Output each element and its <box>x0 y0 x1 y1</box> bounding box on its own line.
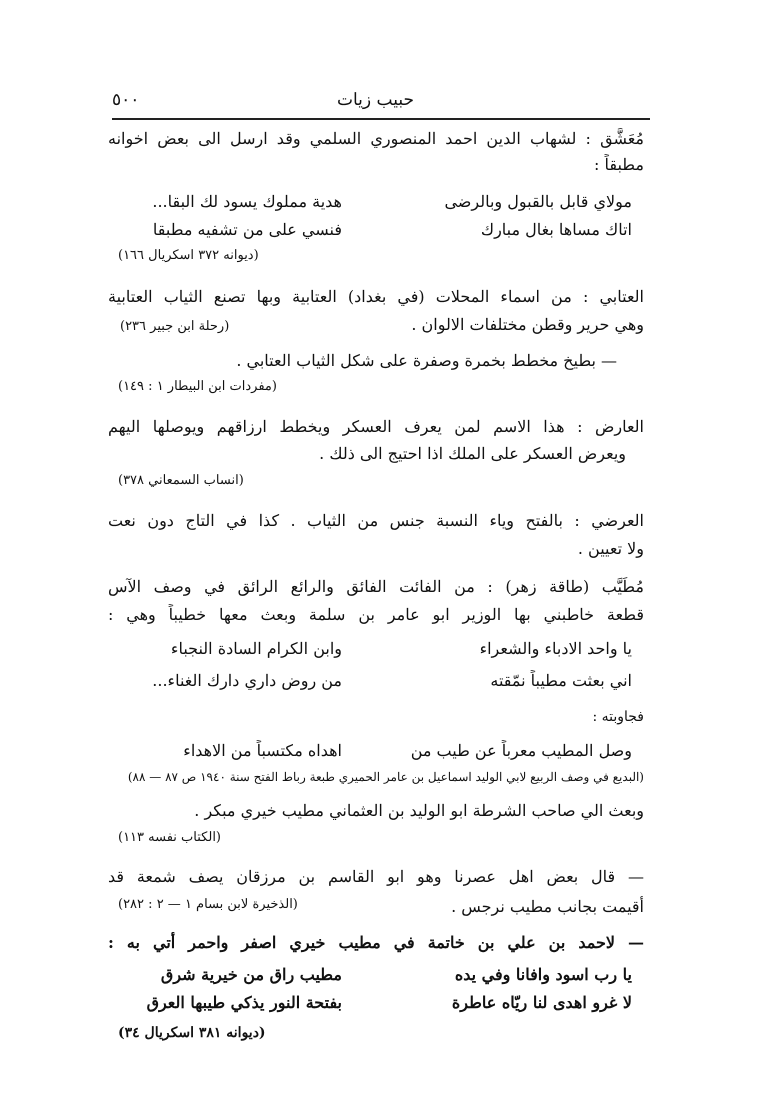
source-citation: (البديع في وصف الربيع لابي الوليد اسماعيل بن عامر الحميري طبعة رباط الفتح سنة ١٩٤٠ ص ٨٧ — ٨٨) <box>127 770 644 784</box>
entry-line: فجاوبته : <box>592 709 644 725</box>
entry-line: العارض : هذا الاسم لمن يعرف العسكر ويخطط ارزاقهم ويوصلها اليهم <box>108 417 644 436</box>
entry-line: — قال بعض اهل عصرنا وهو ابو القاسم بن مرزقان يصف شمعة قد <box>108 867 644 886</box>
verse-line <box>92 670 632 692</box>
hemistich: من روض داري دارك الغناء... <box>152 671 342 690</box>
page-header <box>112 88 650 118</box>
verse-line <box>92 638 632 660</box>
verse-line <box>92 219 632 241</box>
source-citation: (ديوانه ٣٨١ اسكريال ٣٤) <box>118 1025 266 1041</box>
entry-line: قطعة خاطبني بها الوزير ابو عامر بن سلمة وبعث معها خطيباً وهي : <box>108 605 644 624</box>
verse-line <box>92 740 632 762</box>
verse-line <box>92 964 632 986</box>
hemistich: فنسي على من تشفيه مطبقا <box>152 220 342 239</box>
entry-line: — بطيخ مخطط بخمرة وصفرة على شكل الثياب العتابي . <box>236 351 617 370</box>
source-citation: (رحلة ابن جبير ٢٣٦) <box>120 319 230 334</box>
hemistich: اني بعثت مطيباً نمّقته <box>490 671 632 690</box>
entry-line: ولا تعيين . <box>577 539 644 558</box>
hemistich: يا رب اسود وافانا وفي يده <box>454 965 632 984</box>
entry-line: وبعث الي صاحب الشرطة ابو الوليد بن العثماني مطيب خيري مبكر . <box>194 801 644 820</box>
source-citation: (ديوانه ٣٧٢ اسكريال ١٦٦) <box>118 248 259 263</box>
hemistich: مولاي قابل بالقبول وبالرضى <box>444 192 632 211</box>
source-citation: (الذخيرة لابن بسام ١ — ٢ : ٢٨٢) <box>118 897 298 912</box>
entry-line: أُقيمت بجانب مطيب نرجس . <box>451 897 644 916</box>
hemistich: مطيب راق من خيرية شرق <box>160 965 342 984</box>
hemistich: اهداه مكتسباً من الاهداء <box>183 741 342 760</box>
header-rule <box>112 118 650 120</box>
hemistich: لا غرو اهدى لنا ريّاه عاطرة <box>451 993 632 1012</box>
verse-line <box>92 992 632 1014</box>
source-citation: (الكتاب نفسه ١١٣) <box>118 830 222 845</box>
verse-line <box>92 191 632 213</box>
source-citation: (مفردات ابن البيطار ١ : ١٤٩) <box>118 379 277 394</box>
source-citation: (انساب السمعاني ٣٧٨) <box>118 473 244 488</box>
entry-line: وهي حرير وقطن مختلفات الالوان . <box>411 315 644 334</box>
entry-line: العرضي : بالفتح وياء النسبة جنس من الثياب . كذا في التاج دون نعت <box>108 511 644 530</box>
entry-line: العتابي : من اسماء المحلات (في بغداد) العتابية وبها تصنع الثياب العتابية <box>108 287 644 306</box>
hemistich: وابن الكرام السادة النجباء <box>170 639 342 658</box>
hemistich: هدية مملوك يسود لك البقا... <box>152 192 342 211</box>
hemistich: يا واحد الادباء والشعراء <box>479 639 632 658</box>
entry-line: ويعرض العسكر على الملك اذا احتيج الى ذلك . <box>319 444 626 463</box>
entry-line: مطبقاً : <box>594 155 644 174</box>
entry-line: — لاحمد بن علي بن خاتمة في مطيب خيري اصفر واحمر أُتي به : <box>108 933 644 952</box>
entry-line: مُطَيَّب (طاقة زهر) : من الفائت الفائق والرائع الرائق في وصف الآس <box>108 577 644 596</box>
running-title: حبيب زيات <box>337 90 414 110</box>
hemistich: وصل المطيب معرباً عن طيب من <box>410 741 632 760</box>
entry-line: مُعَشَّق : لشهاب الدين احمد المنصوري السلمي وقد ارسل الى بعض اخوانه <box>108 129 644 148</box>
hemistich: بفتحة النور يذكي طيبها العرق <box>146 993 342 1012</box>
hemistich: اتاك مساها بغال مبارك <box>480 220 632 239</box>
page-number: ٥٠٠ <box>112 90 140 110</box>
